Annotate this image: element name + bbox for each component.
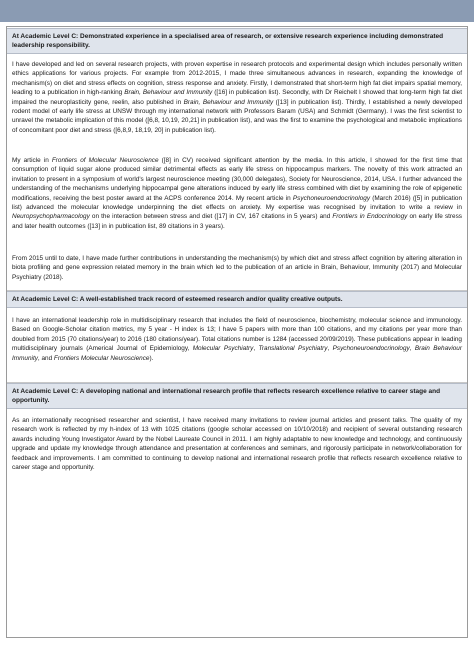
text-run: , [327, 345, 333, 353]
text-run: ). [149, 354, 154, 362]
italic-title: Frontiers of Molecular Neuroscience [51, 157, 159, 164]
italic-title: Frontiers in Endocrinology [332, 213, 408, 221]
italic-title: Psychoneuroendocrinology [292, 194, 371, 202]
italic-title: Brain Behaviour Immunity [12, 345, 462, 362]
text-run: ([13] in publication list). Thirdly, I established a newly developed rodent model of early life stress at UNSW through my international network with Professors Baram (USA) and Schmidt (Germany). I was the first scientist to unravel the metabolic implication of this model ([6,8, 10,19, 20,21] in publication list), and was the first to examine the psychological and metabolic implications of concomitant poor diet and stress ([6,8,9, 18,19, 20] in publication list). [12, 98, 462, 134]
text-run: ([16] in publication list). Secondly, with Dr Reichelt I showed that long-term high fat diet impaired the neuroplasticity gene, reelin, also published in [12, 89, 462, 106]
section-heading: At Academic Level C: A well-established track record of esteemed research and/or quality creative outputs. [7, 291, 467, 308]
text-run: on the interaction between stress and diet ([17] in CV, 167 citations in 5 years) and [89, 213, 333, 221]
text-run: As an internationally recognised researcher and scientist, I have received many invitations to review journal articles and present talks. The quality of my research work is reflected by my h-index of 13 with 1025 citations (google scholar accessed on 10/10/2018) and recipient of several outstanding research awards including Young Investigator Award by the Nobel Laureate Council in 2011. I am highly adaptable to new knowledge and technology, and continuously upgrade and update my knowledge through attendance and presentation at conferences and seminars, and rigorously participate in network/collaboration for feedback and improvements. I am committed to continuing to develop national and international research profile that reflects research excellence relative to career stage and opportunity. [12, 417, 462, 472]
text-run: From 2015 until to date, I have made further contributions in understanding the mechanism(s) by which diet and stress affect cognition by altering alteration in biota profiling and gene expression related memory in the brain which led to the publication of an article in Brain, Behaviour, Immunity (2017) and Molecular Psychiatry (2018). [12, 255, 462, 281]
text-run: , [409, 345, 415, 353]
text-run: , [253, 345, 259, 353]
italic-title: Molecular Psychiatry [192, 345, 254, 353]
section-heading: At Academic Level C: A developing national and international research profile that reflects research excellence relative to career stage and opportunity. [7, 383, 467, 409]
italic-title: Neuropsychopharmacology [12, 213, 90, 221]
top-banner [0, 0, 474, 22]
italic-title: Brain, Behaviour and Immunity [183, 98, 274, 106]
paragraph [12, 156, 462, 231]
text-run: , and [37, 354, 54, 362]
text-run: I have an international leadership role in multidisciplinary research that includes the field of neuroscience, biochemistry, molecular science and immunology. Based on Google-Scholar citation metrics, my 5 year - H index is 13; I have 5 papers with more than 100 citations, and my citations per year more than doubled from 2015 (70 citations/year) to 2016 (180 citations/year). Total citations number is 1284 (accessed 20/09/2019). These publications appear in leading multidisciplinary journals (Americal Journal of Epidemiology, [12, 317, 462, 353]
paragraph [12, 316, 462, 363]
text-run: My article in [12, 157, 52, 164]
paragraph [12, 416, 462, 472]
paragraph [12, 60, 462, 135]
italic-title: Translational Psychiatry [258, 345, 328, 353]
section-heading: At Academic Level C: Demonstrated experience in a specialised area of research, or extensive research experience including demonstrated leadership responsibility. [7, 28, 467, 54]
text-run: ([8] in CV) received significant attention by the media. In this article, I showed for the first time that consumption of liquid sugar alone produced similar detrimental effects as early life stress on hippocampus markers. The novelty of this work attracted an invitation to present in a symposium of world's largest neuroscience meeting (30,000 delegates), Society for Neuroscience, 2014, USA. I further advanced the understanding of the mechanisms underlying hippocampal gene alterations induced by early life stress combined with diet by examining the role of epigenetic modifications, receiving the best poster award at the ACPS conference 2014. My recent article in [12, 157, 462, 202]
text-run: (March 2016) ([5] in publication list) advanced the molecular knowledge underpinning the diet effects on anxiety. My expertise was recognised by invitation to write a review in [12, 194, 462, 212]
italic-title: Frontiers Molecular Neuroscience [53, 354, 150, 362]
text-run: I have developed and led on several research projects, with proven expertise in research protocols and experimental design which includes personally written ethics applications for various projects. For example from 2012-2015, I made three simultaneous advances in research, expanding the knowledge of mechanism(s) on diet and stress effects on cognition, stress response and anxiety. Firstly, I demonstrated that short-term high fat diet impairs spatial memory, leading to a publication in high-ranking [12, 61, 462, 97]
text-run: on early life stress and later health outcomes ([13] in in publication list, 89 citations in 3 years). [12, 213, 462, 230]
italic-title: Psychoneuroendocrinology [332, 345, 410, 353]
italic-title: Brain, Behaviour and Immunity [124, 89, 213, 97]
paragraph [12, 254, 462, 282]
